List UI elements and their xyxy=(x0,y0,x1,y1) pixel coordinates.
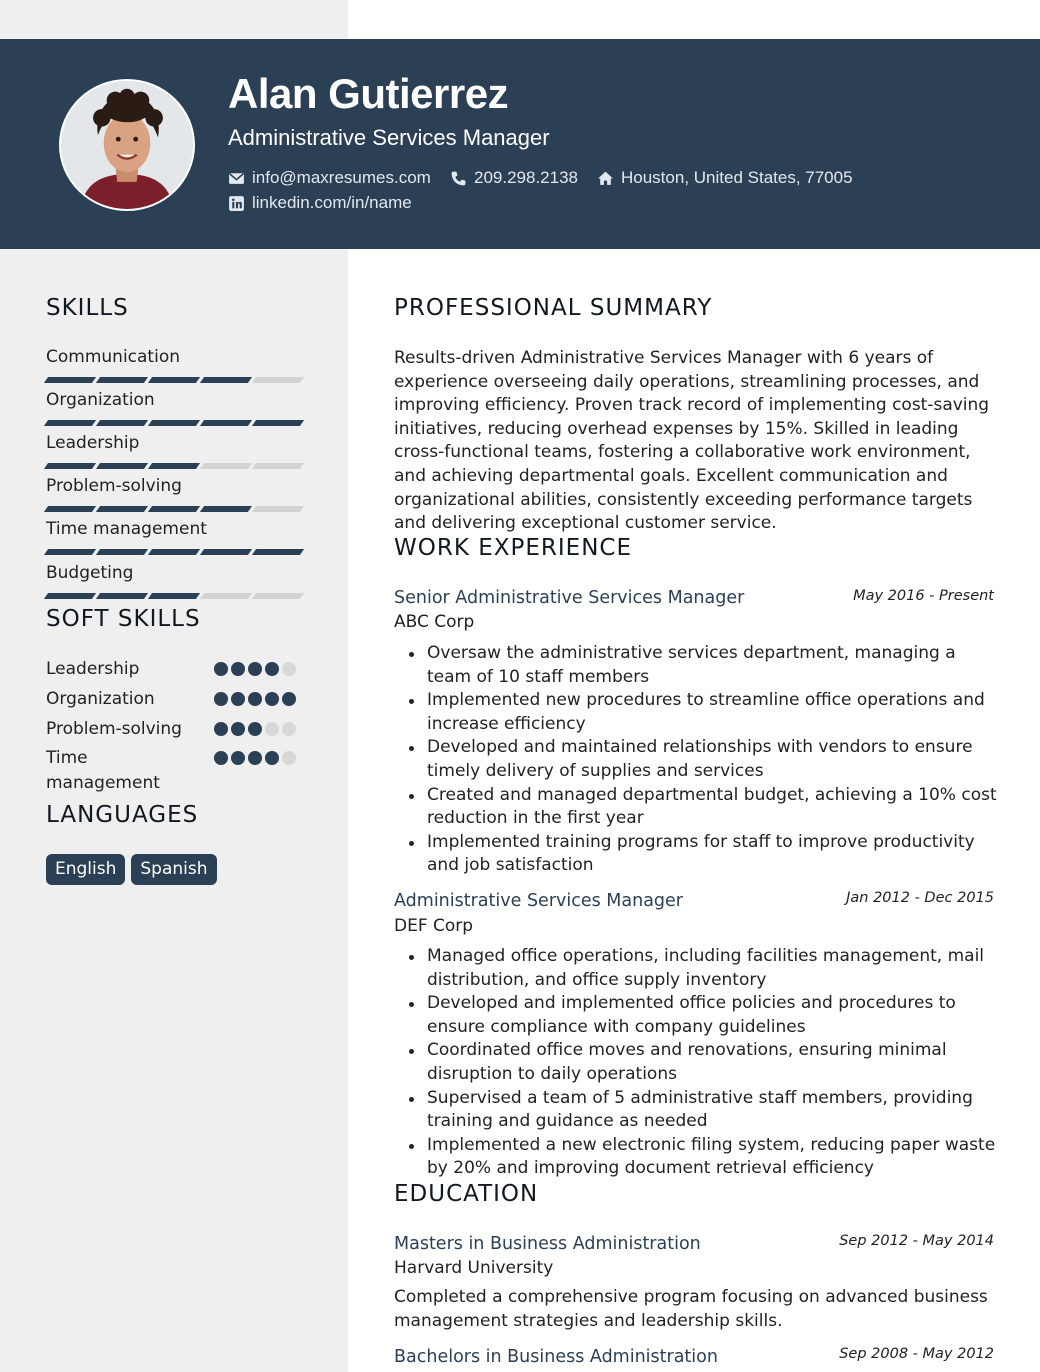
skill-level-bar xyxy=(46,593,302,599)
job-bullets xyxy=(408,945,998,1181)
skill-level-segment xyxy=(44,593,96,599)
education-dates: Sep 2012 - May 2014 xyxy=(839,1233,994,1249)
job-bullets xyxy=(408,642,998,878)
rating-dot xyxy=(231,662,245,676)
skill-level-segment xyxy=(252,506,304,512)
contact-phone[interactable] xyxy=(450,168,578,188)
rating-dot xyxy=(248,692,262,706)
job-role: Senior Administrative Services Manager xyxy=(394,588,745,608)
soft-skill-rating xyxy=(214,692,296,706)
languages-heading: LANGUAGES xyxy=(46,802,199,828)
home-icon xyxy=(597,170,614,187)
skill-level-segment xyxy=(200,506,252,512)
job-company: DEF Corp xyxy=(394,916,474,936)
list-item: Developed and implemented office policies and procedures to ensure compliance with company guidelines xyxy=(408,992,998,1039)
rating-dot xyxy=(265,692,279,706)
skill-level-segment xyxy=(252,593,304,599)
list-item: Developed and maintained relationships with vendors to ensure timely delivery of supplies and services xyxy=(408,736,998,783)
skill-level-segment xyxy=(96,506,148,512)
skill-level-segment xyxy=(200,549,252,555)
skill-level-segment xyxy=(44,377,96,383)
soft-skill-name: Time management xyxy=(46,748,160,793)
skill-name: Leadership xyxy=(46,433,140,453)
job-dates: May 2016 - Present xyxy=(853,588,994,604)
skill-level-segment xyxy=(148,593,200,599)
list-item: Implemented training programs for staff to improve productivity and job satisfaction xyxy=(408,831,998,878)
list-item: Implemented new procedures to streamline office operations and increase efficiency xyxy=(408,689,998,736)
contact-linkedin[interactable] xyxy=(228,193,412,213)
job-dates: Jan 2012 - Dec 2015 xyxy=(846,890,994,906)
candidate-name: Alan Gutierrez xyxy=(228,70,509,117)
language-chip: Spanish xyxy=(131,854,216,885)
skill-level-segment xyxy=(200,377,252,383)
rating-dot xyxy=(282,722,296,736)
soft-skill-name: Problem-solving xyxy=(46,719,182,739)
skill-level-segment xyxy=(44,549,96,555)
rating-dot xyxy=(282,662,296,676)
list-item: Oversaw the administrative services department, managing a team of 10 staff members xyxy=(408,642,998,689)
soft-skill-rating xyxy=(214,722,296,736)
skill-name: Time management xyxy=(46,519,207,539)
candidate-title: Administrative Services Manager xyxy=(228,125,550,150)
skill-level-segment xyxy=(252,463,304,469)
rating-dot xyxy=(248,751,262,765)
education-dates: Sep 2008 - May 2012 xyxy=(839,1346,994,1362)
job-role: Administrative Services Manager xyxy=(394,891,684,911)
skill-level-segment xyxy=(148,377,200,383)
rating-dot xyxy=(282,751,296,765)
language-chip: English xyxy=(46,854,125,885)
linkedin-icon xyxy=(228,195,245,212)
avatar xyxy=(59,79,195,211)
skill-level-segment xyxy=(200,463,252,469)
skill-level-segment xyxy=(252,420,304,426)
linkedin-text: linkedin.com/in/name xyxy=(252,193,412,212)
skill-level-bar xyxy=(46,463,302,469)
school-name: Harvard University xyxy=(394,1258,554,1278)
soft-skill-name: Leadership xyxy=(46,659,140,679)
list-item: Coordinated office moves and renovations, ensuring minimal disruption to daily operations xyxy=(408,1039,998,1086)
list-item: Created and managed departmental budget, achieving a 10% cost reduction in the first year xyxy=(408,784,998,831)
skill-level-segment xyxy=(96,420,148,426)
skill-level-segment xyxy=(148,420,200,426)
skill-level-bar xyxy=(46,377,302,383)
education-heading: EDUCATION xyxy=(394,1181,539,1207)
rating-dot xyxy=(231,751,245,765)
rating-dot xyxy=(231,692,245,706)
degree-title: Bachelors in Business Administration xyxy=(394,1347,718,1367)
contact-email[interactable] xyxy=(228,168,431,188)
skill-name: Organization xyxy=(46,390,155,410)
list-item: Managed office operations, including facilities management, mail distribution, and office supply inventory xyxy=(408,945,998,992)
rating-dot xyxy=(248,722,262,736)
skill-level-segment xyxy=(96,549,148,555)
degree-title: Masters in Business Administration xyxy=(394,1234,701,1254)
soft-skills-heading: SOFT SKILLS xyxy=(46,606,201,632)
soft-skill-rating xyxy=(214,662,296,676)
rating-dot xyxy=(214,662,228,676)
profile-photo xyxy=(61,81,193,209)
location-text: Houston, United States, 77005 xyxy=(621,168,853,187)
skill-level-segment xyxy=(44,420,96,426)
rating-dot xyxy=(214,722,228,736)
rating-dot xyxy=(265,662,279,676)
rating-dot xyxy=(265,751,279,765)
list-item: Implemented a new electronic filing system, reducing paper waste by 20% and improving document retrieval efficiency xyxy=(408,1134,998,1181)
skill-level-segment xyxy=(96,463,148,469)
skill-level-segment xyxy=(252,549,304,555)
skill-name: Budgeting xyxy=(46,563,134,583)
envelope-icon xyxy=(228,170,245,187)
contact-location xyxy=(597,168,853,188)
skill-level-segment xyxy=(44,463,96,469)
skills-heading: SKILLS xyxy=(46,295,129,321)
skill-level-segment xyxy=(200,593,252,599)
skill-level-segment xyxy=(44,506,96,512)
rating-dot xyxy=(248,662,262,676)
skill-level-bar xyxy=(46,420,302,426)
rating-dot xyxy=(231,722,245,736)
phone-icon xyxy=(450,170,467,187)
skill-level-bar xyxy=(46,549,302,555)
skill-level-segment xyxy=(96,593,148,599)
job-company: ABC Corp xyxy=(394,612,475,632)
soft-skill-name: Organization xyxy=(46,689,155,709)
rating-dot xyxy=(214,692,228,706)
soft-skill-rating xyxy=(214,751,296,765)
skill-name: Communication xyxy=(46,347,180,367)
phone-text: 209.298.2138 xyxy=(474,168,578,187)
rating-dot xyxy=(265,722,279,736)
summary-text: Results-driven Administrative Services Manager with 6 years of experience overseeing daily operations, streamlining processes, and improving efficiency. Proven track record of implementing cost-saving initiatives, reducing overhead expenses by 15%. Skilled in leading cross-functional teams, fostering a collaborative work environment, and achieving departmental goals. Excellent communication and organizational abilities, consistently exceeding performance targets and delivering exceptional customer service. xyxy=(394,348,990,534)
rating-dot xyxy=(214,751,228,765)
skill-level-segment xyxy=(200,420,252,426)
education-description: Completed a comprehensive program focusing on advanced business management strategies and leadership skills. xyxy=(394,1287,988,1331)
skill-name: Problem-solving xyxy=(46,476,182,496)
skill-level-bar xyxy=(46,506,302,512)
skill-level-segment xyxy=(148,549,200,555)
experience-heading: WORK EXPERIENCE xyxy=(394,535,633,561)
summary-heading: PROFESSIONAL SUMMARY xyxy=(394,295,713,321)
rating-dot xyxy=(282,692,296,706)
skill-level-segment xyxy=(148,463,200,469)
skill-level-segment xyxy=(252,377,304,383)
list-item: Supervised a team of 5 administrative staff members, providing training and guidance as needed xyxy=(408,1087,998,1134)
skill-level-segment xyxy=(96,377,148,383)
skill-level-segment xyxy=(148,506,200,512)
email-text: info@maxresumes.com xyxy=(252,168,431,187)
languages-list xyxy=(46,854,217,885)
